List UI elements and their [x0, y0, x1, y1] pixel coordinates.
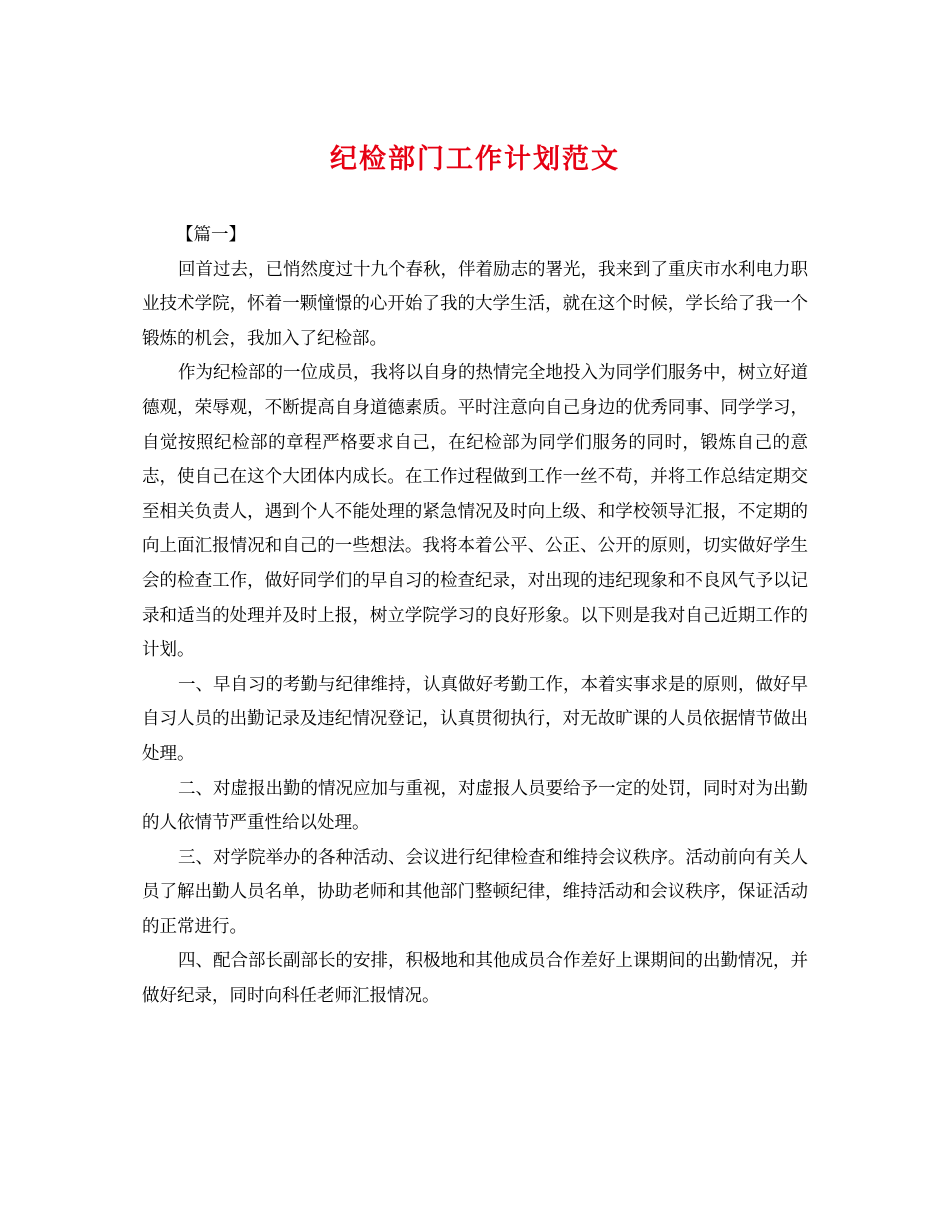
paragraph-item-1: 一、早自习的考勤与纪律维持，认真做好考勤工作，本着实事求是的原则，做好早自习人员的出勤记录及违纪情况登记，认真贯彻执行，对无故旷课的人员依据情节做出处理。	[142, 674, 808, 764]
document-body	[142, 218, 808, 1014]
paragraph-intro: 回首过去，已悄然度过十九个春秋，伴着励志的署光，我来到了重庆市水利电力职业技术学院，怀着一颗憧憬的心开始了我的大学生活，就在这个时候，学长给了我一个锻炼的机会，我加入了纪检部。	[142, 259, 808, 349]
document-title: 纪检部门工作计划范文	[330, 144, 620, 175]
paragraph-item-2: 二、对虚报出勤的情况应加与重视，对虚报人员要给予一定的处罚，同时对为出勤的人依情节严重性给以处理。	[142, 778, 808, 834]
paragraph-item-3: 三、对学院举办的各种活动、会议进行纪律检查和维持会议秩序。活动前向有关人员了解出勤人员名单，协助老师和其他部门整顿纪律，维持活动和会议秩序，保证活动的正常进行。	[142, 847, 808, 937]
paragraph-role: 作为纪检部的一位成员，我将以自身的热情完全地投入为同学们服务中，树立好道德观，荣辱观，不断提高自身道德素质。平时注意向自己身边的优秀同事、同学学习，自觉按照纪检部的章程严格要求自己，在纪检部为同学们服务的同时，锻炼自己的意志，使自己在这个大团体内成长。在工作过程做到工作一丝不苟，并将工作总结定期交至相关负责人，遇到个人不能处理的紧急情况及时向上级、和学校领导汇报，不定期的向上面汇报情况和自己的一些想法。我将本着公平、公正、公开的原则，切实做好学生会的检查工作，做好同学们的早自习的检查纪录，对出现的违纪现象和不良风气予以记录和适当的处理并及时上报，树立学院学习的良好形象。以下则是我对自己近期工作的计划。	[142, 363, 808, 661]
paragraph-item-4: 四、配合部长副部长的安排，积极地和其他成员合作差好上课期间的出勤情况，并做好纪录，同时向科任老师汇报情况。	[142, 951, 808, 1007]
section-marker: 【篇一】	[176, 225, 246, 245]
